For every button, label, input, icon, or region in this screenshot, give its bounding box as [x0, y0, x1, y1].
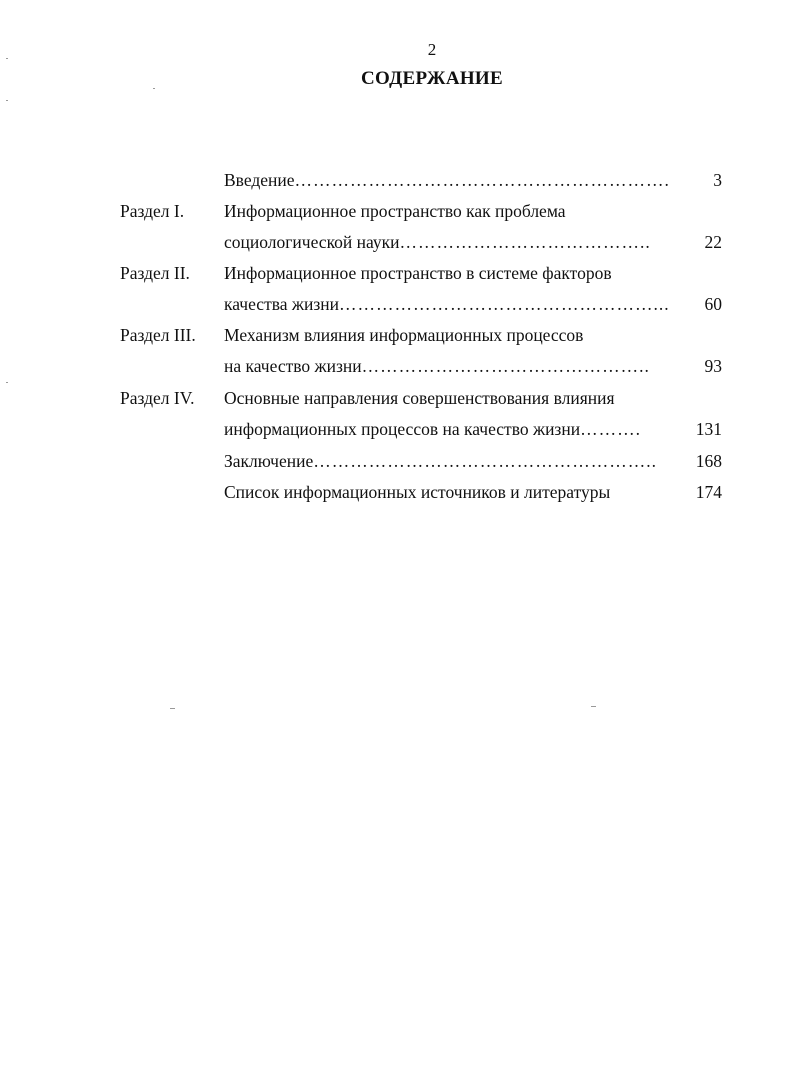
- toc-entry-text: Список информационных источников и литературы: [224, 482, 611, 502]
- dot-leader: ………………………………………………..: [313, 451, 657, 471]
- toc-entry-text: качества жизни: [224, 294, 339, 314]
- toc-page-number: 93: [704, 356, 722, 376]
- toc-entry-text: на качество жизни: [224, 356, 362, 376]
- toc-section-2-line1: [0, 259, 799, 287]
- toc-page-number: 60: [704, 294, 722, 314]
- toc-entry-text: информационных процессов на качество жизни: [224, 419, 581, 439]
- section-label: Раздел III.: [120, 325, 196, 345]
- toc-section-3-line2: [0, 352, 799, 380]
- toc-page-number: 22: [704, 232, 722, 252]
- toc-section-1-line1: [0, 197, 799, 225]
- toc-section-2-line2: [0, 290, 799, 318]
- toc-section-1-line2: [0, 228, 799, 256]
- toc-entry-intro: [0, 166, 799, 194]
- scan-speck: [6, 100, 8, 101]
- toc-page-number: 168: [695, 451, 722, 471]
- toc-entry-text: социологической науки: [224, 232, 400, 252]
- scan-speck: [591, 706, 596, 707]
- toc-entry-text: Информационное пространство в системе факторов: [224, 263, 612, 283]
- scan-speck: [6, 382, 8, 383]
- toc-entry-conclusion: [0, 447, 799, 475]
- toc-entry-text: Введение: [224, 170, 295, 190]
- dot-leader: …………………………………..: [399, 232, 651, 252]
- page-title: СОДЕРЖАНИЕ: [361, 68, 503, 89]
- page-number: 2: [427, 40, 437, 59]
- dot-leader: ……………………………………………...: [339, 294, 670, 314]
- scan-speck: [6, 58, 8, 59]
- toc-entry-text: Механизм влияния информационных процессов: [224, 325, 584, 345]
- toc-entry-text: Основные направления совершенствования влияния: [224, 388, 615, 408]
- scan-speck: [170, 708, 175, 709]
- toc-section-4-line1: [0, 384, 799, 412]
- section-label: Раздел II.: [120, 263, 190, 283]
- dot-leader: ………………………………………..: [361, 356, 650, 376]
- dot-leader: ……….: [580, 419, 641, 439]
- toc-entry-references: [0, 478, 799, 506]
- dot-leader: …………………………………………………….: [294, 170, 670, 190]
- toc-section-4-line2: [0, 415, 799, 443]
- section-label: Раздел I.: [120, 201, 185, 221]
- toc-entry-text: Заключение: [224, 451, 314, 471]
- scan-speck: [153, 88, 155, 89]
- toc-page-number: 174: [695, 482, 722, 502]
- toc-page-number: 131: [695, 419, 722, 439]
- toc-section-3-line1: [0, 321, 799, 349]
- section-label: Раздел IV.: [120, 388, 195, 408]
- toc-page-number: 3: [713, 170, 722, 190]
- toc-entry-text: Информационное пространство как проблема: [224, 201, 566, 221]
